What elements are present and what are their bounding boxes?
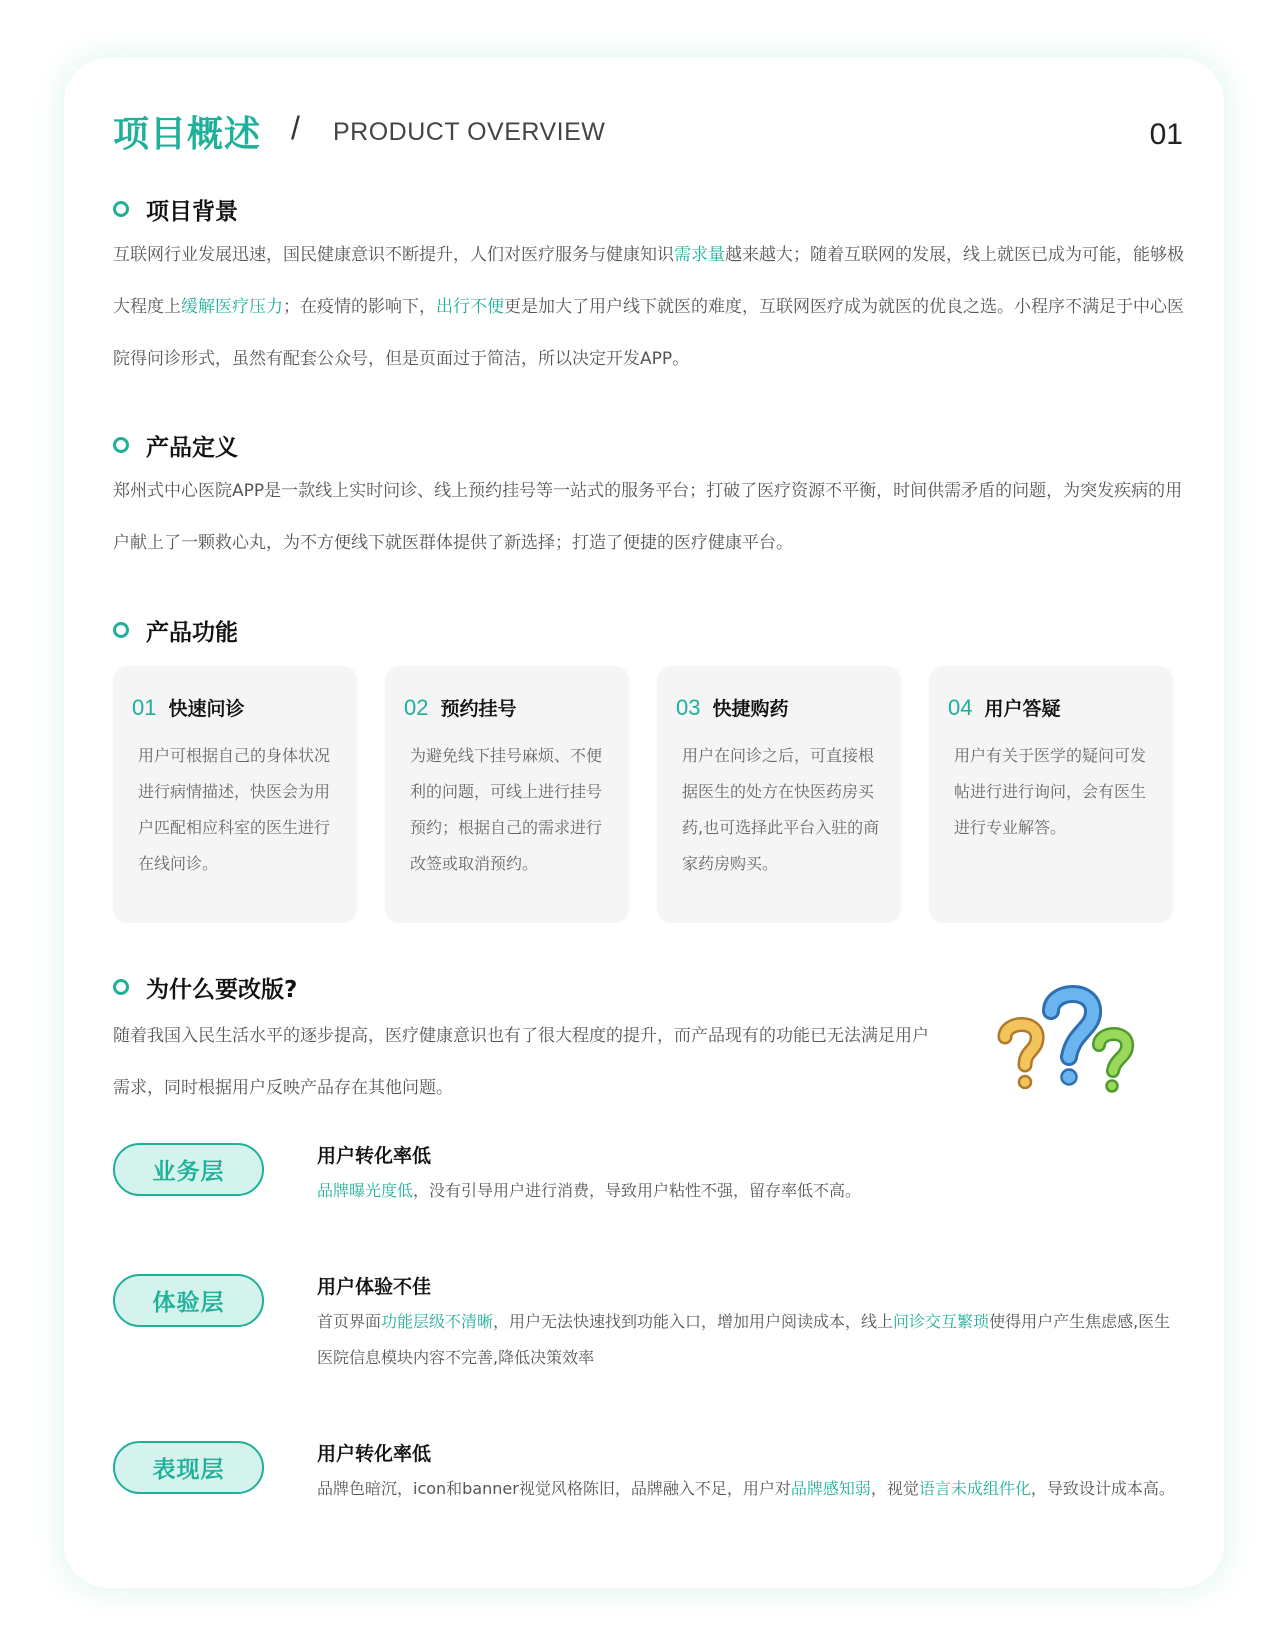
layer-title: 用户转化率低 — [317, 1443, 432, 1465]
layer-badge-business: 业务层 — [113, 1143, 264, 1196]
question-marks-icon — [995, 985, 1145, 1105]
body-text: 品牌色暗沉，icon和banner视觉风格陈旧，品牌融入不足，用户对 — [317, 1479, 791, 1498]
background-paragraph — [113, 229, 1188, 385]
circle-bullet-icon — [113, 437, 129, 453]
feature-card — [657, 666, 901, 923]
feature-card — [385, 666, 629, 923]
page-header — [113, 104, 1183, 164]
page-title: 项目概述 — [113, 114, 262, 155]
feature-title: 快速问诊 — [168, 698, 245, 720]
highlight-text: 品牌感知弱 — [790, 1479, 871, 1498]
body-text: ，没有引导用户进行消费，导致用户粘性不强，留存率低不高。 — [413, 1181, 862, 1200]
body-text: 越来越大；随着互联网的发展，线上就医已成为可能，能够极大程度上 — [113, 245, 1184, 317]
feature-description: 为避免线下挂号麻烦、不便利的问题，可线上进行挂号预约；根据自己的需求进行改签或取消预约。 — [410, 746, 603, 873]
feature-description: 用户可根据自己的身体状况进行病情描述，快医会为用户匹配相应科室的医生进行在线问诊。 — [138, 746, 331, 873]
highlight-text: 出行不便 — [436, 297, 504, 317]
feature-description: 用户在问诊之后，可直接根据医生的处方在快医药房买药,也可选择此平台入驻的商家药房购买。 — [682, 746, 880, 873]
layer-title: 用户转化率低 — [317, 1145, 432, 1167]
section-title: 产品定义 — [146, 434, 238, 461]
layer-description — [317, 1173, 1177, 1209]
highlight-text: 语言未成组件化 — [918, 1479, 1031, 1498]
feature-title: 快捷购药 — [712, 698, 789, 720]
feature-title: 用户答疑 — [984, 698, 1061, 720]
highlight-text: 功能层级不清晰 — [381, 1312, 494, 1331]
body-text: ，用户无法快速找到功能入口，增加用户阅读成本，线上 — [493, 1312, 894, 1331]
section-heading-definition — [113, 428, 238, 462]
layer-description — [317, 1471, 1177, 1507]
feature-title: 预约挂号 — [440, 698, 517, 720]
feature-description: 用户有关于医学的疑问可发帖进行进行询问，会有医生进行专业解答。 — [954, 746, 1147, 837]
layer-badge-presentation: 表现层 — [113, 1441, 264, 1494]
layer-description — [317, 1304, 1177, 1376]
circle-bullet-icon — [113, 979, 129, 995]
highlight-text: 缓解医疗压力 — [181, 297, 283, 317]
section-title: 项目背景 — [146, 198, 238, 225]
title-separator: / — [291, 110, 300, 146]
body-text: ，视觉 — [870, 1479, 919, 1498]
feature-number: 03 — [676, 695, 701, 720]
body-text: 首页界面 — [317, 1312, 382, 1331]
feature-card — [113, 666, 357, 923]
section-title: 产品功能 — [146, 619, 238, 646]
body-text: 互联网行业发展迅速，国民健康意识不断提升，人们对医疗服务与健康知识 — [113, 245, 674, 265]
section-heading-background — [113, 192, 238, 226]
section-title: 为什么要改版? — [146, 976, 298, 1003]
page-subtitle: PRODUCT OVERVIEW — [333, 118, 606, 146]
section-heading-features — [113, 613, 238, 647]
feature-number: 01 — [132, 695, 157, 720]
body-text: ，导致设计成本高。 — [1030, 1479, 1175, 1498]
feature-card — [929, 666, 1173, 923]
body-text: 更是加大了用户线下就医的难度，互联网医疗成为就医的优良之选。小程序不满足于中心医院得问诊形式，虽然有配套公众号，但是页面过于简洁，所以决定开发APP。 — [113, 297, 1184, 369]
section-heading-redesign — [113, 970, 297, 1004]
page-number: 01 — [1149, 118, 1183, 151]
redesign-paragraph: 随着我国入民生活水平的逐步提高，医疗健康意识也有了很大程度的提升，而产品现有的功能已无法满足用户需求，同时根据用户反映产品存在其他问题。 — [113, 1026, 929, 1098]
highlight-text: 需求量 — [674, 245, 725, 265]
body-text: ；在疫情的影响下， — [283, 297, 436, 317]
highlight-text: 品牌曝光度低 — [317, 1181, 414, 1200]
layer-badge-experience: 体验层 — [113, 1274, 264, 1327]
feature-number: 02 — [404, 695, 429, 720]
definition-paragraph: 郑州式中心医院APP是一款线上实时问诊、线上预约挂号等一站式的服务平台；打破了医疗资源不平衡，时间供需矛盾的问题，为突发疾病的用户献上了一颗救心丸，为不方便线下就医群体提供了新选择；打造了便捷的医疗健康平台。 — [113, 481, 1183, 553]
highlight-text: 问诊交互繁琐 — [893, 1312, 990, 1331]
body-text: 使得用户产生焦虑感,医生医院信息模块内容不完善,降低决策效率 — [317, 1312, 1171, 1367]
circle-bullet-icon — [113, 201, 129, 217]
layer-title: 用户体验不佳 — [317, 1276, 432, 1298]
circle-bullet-icon — [113, 622, 129, 638]
feature-number: 04 — [948, 695, 973, 720]
